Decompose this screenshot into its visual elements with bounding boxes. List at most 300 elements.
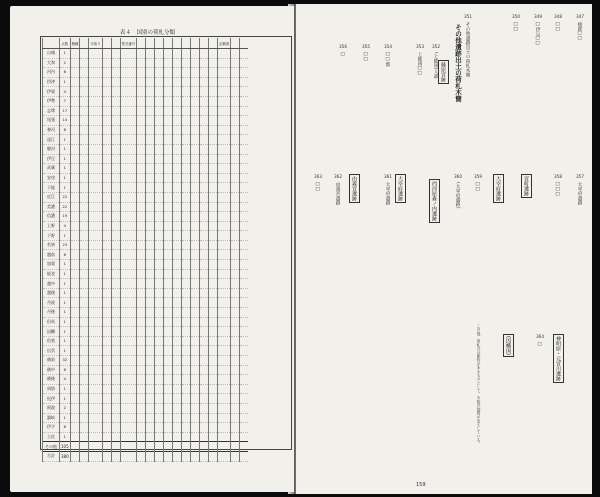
table-cell [231,327,240,337]
table-cell [137,356,146,366]
table-cell [231,144,240,154]
table-cell [89,317,102,327]
province-name: 能登 [43,269,60,279]
table-cell [200,413,209,423]
table-cell [102,269,111,279]
table-cell [218,154,231,164]
table-cell [182,279,191,289]
table-cell [240,442,249,452]
table-cell [70,231,80,241]
table-cell [120,87,137,97]
table-cell [173,68,182,78]
table-cell [137,365,146,375]
table-cell [111,164,120,174]
table-cell [240,87,249,97]
table-row [43,87,249,97]
table-cell [209,240,218,250]
table-cell [164,269,173,279]
table-cell [155,250,164,260]
table-cell [70,403,80,413]
table-cell [209,336,218,346]
table-cell [209,173,218,183]
table-cell [70,423,80,433]
table-cell [146,87,155,97]
table-cell [155,356,164,366]
table-cell [120,442,137,452]
table-cell [155,240,164,250]
province-name: 讃岐 [43,413,60,423]
table-cell [240,240,249,250]
table-cell [146,403,155,413]
table-cell [120,279,137,289]
table-cell [182,394,191,404]
table-cell [231,202,240,212]
table-cell [155,183,164,193]
table-cell [155,384,164,394]
table-cell [111,154,120,164]
count-cell: 1 [60,413,71,423]
table-cell [111,106,120,116]
table-row [43,442,249,452]
table-row [43,432,249,442]
table-cell [173,58,182,68]
table-cell [155,202,164,212]
table-cell [89,384,102,394]
left-page [10,6,294,492]
table-cell [111,231,120,241]
table-cell [80,327,89,337]
count-cell: 380 [60,451,71,461]
table-cell [111,423,120,433]
table-cell [209,96,218,106]
table-cell [173,432,182,442]
table-cell [89,135,102,145]
table-cell [218,336,231,346]
table-cell [80,221,89,231]
table-cell [218,240,231,250]
table-cell [231,298,240,308]
table-cell [70,442,80,452]
table-cell [182,154,191,164]
table-cell [89,442,102,452]
table-cell [173,106,182,116]
table-cell [102,125,111,135]
table-cell [102,260,111,270]
table-cell [146,106,155,116]
table-cell [200,327,209,337]
table-cell [111,87,120,97]
table-cell [209,49,218,59]
table-cell [200,250,209,260]
table-cell [209,135,218,145]
table-cell [155,87,164,97]
table-cell [240,356,249,366]
table-cell [231,116,240,126]
table-cell [191,144,200,154]
table-row [43,125,249,135]
table-header-cell: 点数 [60,38,71,49]
table-cell [173,413,182,423]
table-cell [164,432,173,442]
table-cell [102,202,111,212]
table-cell [120,106,137,116]
count-cell: 105 [60,442,71,452]
table-row [43,144,249,154]
table-cell [111,202,120,212]
table-cell [240,288,249,298]
table-cell [146,192,155,202]
table-cell [173,164,182,174]
entry-text: □□ [315,182,320,192]
table-cell [164,365,173,375]
table-cell [240,58,249,68]
table-cell [218,183,231,193]
table-cell [102,183,111,193]
province-name: 河内 [43,68,60,78]
table-cell [200,375,209,385]
entry-text: □伊豆□□ [535,22,540,47]
table-cell [155,116,164,126]
table-cell [155,68,164,78]
table-cell [218,87,231,97]
table-cell [80,212,89,222]
table-cell [89,269,102,279]
table-cell [102,49,111,59]
table-cell [155,269,164,279]
table-cell [155,96,164,106]
province-name: 備中 [43,365,60,375]
table-cell [191,375,200,385]
table-cell [155,365,164,375]
table-cell [102,212,111,222]
table-cell [200,365,209,375]
table-cell [102,192,111,202]
table-cell [102,327,111,337]
count-cell: 1 [60,336,71,346]
table-cell [240,432,249,442]
table-cell [137,154,146,164]
table-cell [137,384,146,394]
count-cell: 4 [60,375,71,385]
count-cell: 2 [60,403,71,413]
table-cell [111,58,120,68]
table-cell [182,183,191,193]
table-cell [120,183,137,193]
table-cell [111,365,120,375]
table-cell [80,432,89,442]
table-cell [218,192,231,202]
table-cell [164,154,173,164]
entry-number: 358 [554,174,562,179]
table-cell [240,106,249,116]
table-cell [102,58,111,68]
table-cell [200,240,209,250]
table-cell [191,202,200,212]
table-cell [70,240,80,250]
province-name: 駿河 [43,144,60,154]
table-cell [155,298,164,308]
table-cell [209,384,218,394]
table-cell [200,384,209,394]
table-header-cell [43,38,60,49]
table-cell [102,298,111,308]
table-cell [200,231,209,241]
province-table [42,38,248,462]
table-cell [182,231,191,241]
table-cell [102,68,111,78]
table-cell [173,279,182,289]
table-cell [146,77,155,87]
table-cell [146,49,155,59]
table-cell [191,442,200,452]
table-cell [164,327,173,337]
table-cell [70,327,80,337]
table-cell [218,423,231,433]
province-name: 伯耆 [43,336,60,346]
table-cell [182,192,191,202]
entry-number: 364 [536,334,544,339]
table-cell [89,327,102,337]
table-cell [102,365,111,375]
table-cell [146,68,155,78]
province-name: 阿波 [43,403,60,413]
table-cell [182,365,191,375]
table-cell [80,298,89,308]
table-cell [80,394,89,404]
count-cell: 1 [60,317,71,327]
table-cell [231,423,240,433]
table-cell [120,144,137,154]
table-cell [120,77,137,87]
table-cell [111,375,120,385]
table-header-cell [240,38,249,49]
table-cell [218,269,231,279]
province-name: 美濃 [43,202,60,212]
table-cell [146,308,155,318]
count-cell: 1 [60,260,71,270]
table-cell [120,375,137,385]
table-cell [218,442,231,452]
table-cell [137,144,146,154]
table-cell [240,116,249,126]
table-cell [70,96,80,106]
table-cell [182,451,191,461]
table-cell [155,308,164,318]
table-cell [111,135,120,145]
entry-text: 由義宮遺跡 [335,182,340,205]
table-cell [200,260,209,270]
table-cell [240,202,249,212]
table-cell [240,346,249,356]
table-cell [89,231,102,241]
table-cell [146,154,155,164]
table-cell [209,125,218,135]
table-cell [218,231,231,241]
table-cell [70,154,80,164]
table-cell [218,173,231,183]
table-cell [80,317,89,327]
table-cell [137,288,146,298]
table-cell [164,164,173,174]
table-cell [240,77,249,87]
table-cell [164,384,173,394]
table-row [43,154,249,164]
table-cell [80,356,89,366]
table-cell [70,173,80,183]
table-cell [111,68,120,78]
table-cell [155,451,164,461]
table-cell [111,356,120,366]
table-cell [137,58,146,68]
table-cell [155,403,164,413]
table-cell [137,202,146,212]
table-cell [240,403,249,413]
table-cell [120,173,137,183]
table-cell [182,356,191,366]
count-cell: 1 [60,279,71,289]
table-cell [120,212,137,222]
table-cell [137,432,146,442]
table-cell [70,164,80,174]
table-cell [164,317,173,327]
table-cell [89,423,102,433]
table-cell [146,327,155,337]
table-cell [164,116,173,126]
table-cell [102,432,111,442]
table-cell [137,413,146,423]
table-cell [231,365,240,375]
table-cell [70,68,80,78]
table-cell [191,423,200,433]
table-cell [155,173,164,183]
entry-number: 351 [464,14,472,19]
table-cell [80,336,89,346]
entry-number: 350 [512,14,520,19]
table-cell [173,327,182,337]
table-row [43,423,249,433]
table-cell [89,365,102,375]
table-cell [155,432,164,442]
table-cell [231,413,240,423]
table-header-cell: 樹種 [70,38,80,49]
table-cell [89,49,102,59]
table-cell [111,173,120,183]
boxed-heading: 宮町遺跡 [521,174,532,198]
table-cell [200,116,209,126]
table-cell [240,221,249,231]
table-cell [240,173,249,183]
table-cell [111,144,120,154]
table-cell [155,154,164,164]
table-cell [146,432,155,442]
count-cell: 2 [60,58,71,68]
table-cell [102,250,111,260]
table-cell [70,250,80,260]
table-cell [120,346,137,356]
table-cell [209,432,218,442]
table-cell [120,308,137,318]
table-cell [137,346,146,356]
table-cell [137,327,146,337]
table-cell [146,375,155,385]
table-cell [182,346,191,356]
table-cell [191,116,200,126]
entry-text: □□□ [555,182,560,197]
table-cell [182,240,191,250]
table-cell [164,231,173,241]
table-cell [200,164,209,174]
table-cell [102,451,111,461]
table-cell [191,183,200,193]
table-cell [146,173,155,183]
table-cell [209,423,218,433]
table-cell [218,394,231,404]
table-cell [102,423,111,433]
table-row [43,96,249,106]
table-cell [137,394,146,404]
table-cell [191,298,200,308]
table-cell [182,269,191,279]
table-cell [240,423,249,433]
table-cell [80,384,89,394]
count-cell: 1 [60,154,71,164]
province-name: 伊豆 [43,154,60,164]
table-cell [191,87,200,97]
count-cell: 1 [60,308,71,318]
table-cell [209,192,218,202]
table-cell [231,346,240,356]
table-cell [182,125,191,135]
table-cell [70,308,80,318]
table-cell [89,87,102,97]
count-cell: 1 [60,384,71,394]
table-cell [89,173,102,183]
table-cell [164,394,173,404]
table-cell [102,154,111,164]
table-cell [200,442,209,452]
table-cell [191,192,200,202]
table-cell [191,154,200,164]
table-cell [102,317,111,327]
province-name: 越前 [43,250,60,260]
table-cell [164,336,173,346]
table-cell [200,403,209,413]
count-cell: 6 [60,250,71,260]
table-cell [146,413,155,423]
table-header-cell [164,38,173,49]
table-cell [191,403,200,413]
province-name: 近江 [43,192,60,202]
table-cell [200,221,209,231]
table-cell [173,375,182,385]
entry-text: □□ [513,22,518,32]
table-cell [70,394,80,404]
table-cell [111,298,120,308]
table-cell [209,106,218,116]
table-cell [120,96,137,106]
table-cell [89,77,102,87]
table-cell [137,96,146,106]
table-row [43,202,249,212]
table-cell [218,58,231,68]
table-cell [80,68,89,78]
table-cell [102,356,111,366]
table-cell [231,356,240,366]
table-cell [146,260,155,270]
table-cell [191,125,200,135]
table-cell [111,77,120,87]
table-cell [120,384,137,394]
